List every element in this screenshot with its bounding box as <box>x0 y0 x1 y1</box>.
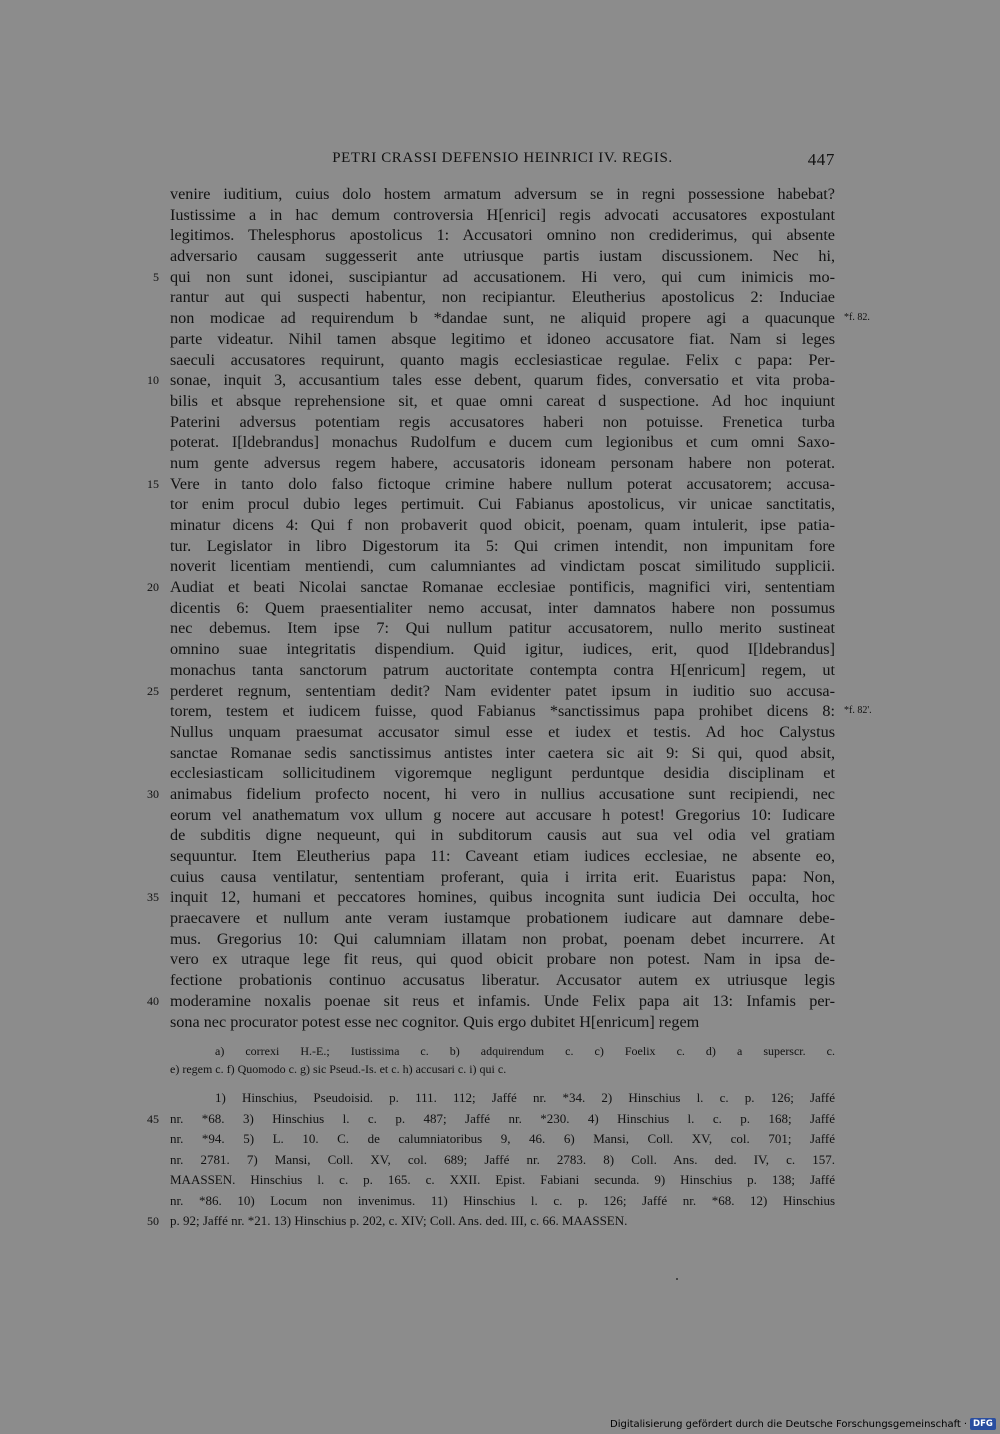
text-line <box>170 970 835 991</box>
line-number: 35 <box>147 890 159 905</box>
line-number: 50 <box>147 1214 159 1229</box>
footnote-line <box>170 1129 835 1150</box>
footnote-line <box>170 1170 835 1191</box>
line-text: vero ex utraque lege fit reus, qui quod obicit probare non potest. Nam in ipsa de- <box>170 950 835 969</box>
line-text: tor enim procul dubio leges pertimuit. Cui Fabianus apostolicus, vir unicae sanctitatis, <box>170 495 835 514</box>
apparatus-line: e) regem c. f) Quomodo c. g) sic Pseud.-Is. et c. h) accusari c. i) qui c. <box>170 1062 507 1077</box>
line-text: legitimos. Thelesphorus apostolicus 1: Accusatori omnino non crediderimus, qui absente <box>170 226 835 245</box>
text-line <box>170 1012 835 1033</box>
text-line <box>170 701 872 722</box>
line-text: Paterini adversus potentiam regis accusatores haberi non potuisse. Frenetica turba <box>170 412 835 431</box>
line-text: praecavere et nullum ante veram iustamque probationem iudicare aut damnare debe- <box>170 909 835 928</box>
line-text: num gente adversus regem habere, accusatoris idoneam personam habere non poterat. <box>170 453 835 472</box>
text-line <box>170 867 835 888</box>
dfg-logo: DFG <box>970 1418 996 1430</box>
text-line <box>170 308 870 329</box>
footnote-line <box>170 1150 835 1171</box>
text-line <box>147 577 835 598</box>
speck-mark <box>676 1278 678 1280</box>
text-line <box>147 887 835 908</box>
text-line <box>170 453 835 474</box>
line-text: tur. Legislator in libro Digestorum ita 5: Qui crimen intendit, non impunitam fore <box>170 536 835 555</box>
line-text: animabus fidelium profecto nocent, hi vero in nullius accusatione sunt recipiendi, nec <box>170 784 835 803</box>
text-line <box>170 205 835 226</box>
text-line <box>170 598 835 619</box>
text-line <box>170 494 835 515</box>
text-line <box>170 432 835 453</box>
main-text <box>147 184 872 1232</box>
line-text: Vere in tanto dolo falso fictoque crimine habere nullum poterat accusatorem; accusa- <box>170 474 835 493</box>
line-number: 5 <box>153 269 159 284</box>
text-line <box>170 556 835 577</box>
line-text: ecclesiasticam sollicitudinem vigoremque negligunt perduntque desidia disciplinam et <box>170 764 835 783</box>
text-line <box>147 681 835 702</box>
footnotes <box>147 1088 835 1232</box>
line-text: sanctae Romanae sedis sanctissimus antistes inter caetera sic ait 9: Si qui, quod absit, <box>170 743 835 762</box>
text-line <box>170 908 835 929</box>
line-text: poterat. I[ldebrandus] monachus Rudolfum e ducem cum legionibus et cum omni Saxo- <box>170 433 835 452</box>
line-text: omnino suae integritatis dispendium. Quid igitur, iudices, erit, quod I[ldebrandus] <box>170 640 835 659</box>
text-line <box>170 846 835 867</box>
text-line <box>170 805 835 826</box>
line-text: de subditis digne nequeunt, qui in subditorum causis aut sua vel odia vel gratiam <box>170 826 835 845</box>
line-text: rantur aut qui suspecti habentur, non recipiantur. Eleutherius apostolicus 2: Induciae <box>170 288 835 307</box>
main-lines <box>147 184 872 1032</box>
text-line <box>147 784 835 805</box>
line-number: 10 <box>147 373 159 388</box>
text-line <box>170 350 835 371</box>
line-number: 45 <box>147 1111 159 1126</box>
text-line <box>147 991 835 1012</box>
footnote-text: nr. *94. 5) L. 10. C. de calumniatoribus 9, 46. 6) Mansi, Coll. XV, col. 701; Jaffé <box>170 1131 835 1147</box>
apparatus-line: a) correxi H.-E.; Iustissima c. b) adquirendum c. c) Foelix c. d) a superscr. c. <box>215 1044 835 1059</box>
line-text: cuius causa ventilatur, sententiam proferant, quia i irrita erit. Euaristus papa: Non, <box>170 867 835 886</box>
text-line <box>170 743 835 764</box>
text-line <box>170 225 835 246</box>
text-line <box>147 370 835 391</box>
text-line <box>170 618 835 639</box>
line-text: inquit 12, humani et peccatores homines, quibus incognita sunt iudicia Dei occulta, hoc <box>170 888 835 907</box>
text-line <box>170 660 835 681</box>
footnote-line <box>170 1191 835 1212</box>
text-line <box>170 929 835 950</box>
line-text: torem, testem et iudicem fuisse, quod Fabianus *sanctissimus papa prohibet dicens 8: <box>170 702 835 721</box>
text-line <box>170 184 835 205</box>
line-number: 15 <box>147 476 159 491</box>
line-text: Audiat et beati Nicolai sanctae Romanae ecclesiae pontificis, magnifici viri, sententiam <box>170 578 835 597</box>
text-line <box>170 329 835 350</box>
line-text: mus. Gregorius 10: Qui calumniam illatam non probat, poenam debet incurrere. At <box>170 929 835 948</box>
folio-marker: *f. 82. <box>844 312 870 324</box>
credit-text: Digitalisierung gefördert durch die Deutsche Forschungsgemeinschaft <box>610 1418 961 1430</box>
text-line <box>170 763 835 784</box>
footnote-text: nr. *86. 10) Locum non invenimus. 11) Hinschius l. c. p. 126; Jaffé nr. *68. 12) Hinschius <box>170 1192 835 1208</box>
text-line <box>170 949 835 970</box>
line-text: Iustissime a in hac demum controversia H[enrici] regis advocati accusatores expostulant <box>170 205 835 224</box>
line-number: 40 <box>147 993 159 1008</box>
line-text: Nullus unquam praesumat accusator simul esse et iudex et testis. Ad hoc Calystus <box>170 722 835 741</box>
line-text: qui non sunt idonei, suscipiantur ad accusationem. Hi vero, qui cum inimicis mo- <box>170 267 835 286</box>
footnote-line <box>147 1211 835 1232</box>
running-header <box>170 150 835 174</box>
text-line <box>170 825 835 846</box>
text-line <box>170 287 835 308</box>
text-line <box>147 474 835 495</box>
text-line <box>170 246 835 267</box>
critical-apparatus <box>170 1042 835 1078</box>
footnote-line <box>170 1088 835 1109</box>
line-text: saeculi accusatores requirunt, quanto magis ecclesiasticae regulae. Felix c papa: Per- <box>170 350 835 369</box>
section-separator <box>170 1032 835 1042</box>
page-number: 447 <box>807 150 835 169</box>
text-line <box>170 391 835 412</box>
line-text: non modicae ad requirendum b *dandae sunt, ne aliquid propere agi a quacunque <box>170 309 835 328</box>
text-line <box>170 722 835 743</box>
line-text: bilis et absque reprehensione sit, et quae omni careat d suspectione. Ad hoc inquiunt <box>170 391 835 410</box>
footnote-line <box>147 1109 835 1130</box>
footnote-text: nr. *68. 3) Hinschius l. c. p. 487; Jaffé nr. *230. 4) Hinschius l. c. p. 168; Jaffé <box>170 1110 835 1126</box>
line-text: sonae, inquit 3, accusantium tales esse debent, quarum fides, conversatio et vita proba- <box>170 371 835 390</box>
line-text: eorum vel anathematum vox ullum g nocere aut accusare h potest! Gregorius 10: Iudicare <box>170 805 835 824</box>
line-text: perderet regnum, sententiam dedit? Nam evidenter patet ipsum in iuditio suo accusa- <box>170 681 835 700</box>
line-text: sona nec procurator potest esse nec cognitor. Quis ergo dubitet H[enricum] regem <box>170 1012 700 1031</box>
footnote-text: nr. 2781. 7) Mansi, Coll. XV, col. 689; Jaffé nr. 2783. 8) Coll. Ans. ded. IV, c. 157. <box>170 1151 835 1167</box>
line-number: 25 <box>147 683 159 698</box>
line-text: fectione probationis continuo accusatus liberatur. Accusator autem ex utriusque legis <box>170 971 835 990</box>
footnote-text: MAASSEN. Hinschius l. c. p. 165. c. XXII. Epist. Fabiani secunda. 9) Hinschius p. 138; Jaffé <box>170 1172 835 1188</box>
line-number: 20 <box>147 580 159 595</box>
footnote-text: p. 92; Jaffé nr. *21. 13) Hinschius p. 202, c. XIV; Coll. Ans. ded. III, c. 66. MAASSEN. <box>170 1213 628 1229</box>
folio-marker: *f. 82'. <box>844 705 872 717</box>
line-text: parte videatur. Nihil tamen absque legitimo et idoneo accusatore fiat. Nam si leges <box>170 329 835 348</box>
line-text: noverit licentiam mentiendi, cum calumniantes ad vindictam poscat similitudo supplicii. <box>170 557 835 576</box>
line-text: moderamine noxalis poenae sit reus et infamis. Unde Felix papa ait 13: Infamis per- <box>170 991 835 1010</box>
text-line <box>170 536 835 557</box>
text-line <box>153 267 835 288</box>
line-text: adversario causam suggesserit ante utriusque partis iustam discussionem. Nec hi, <box>170 247 835 266</box>
footnote-text: 1) Hinschius, Pseudoisid. p. 111. 112; Jaffé nr. *34. 2) Hinschius l. c. p. 126; Jaffé <box>215 1090 835 1106</box>
line-text: sequuntur. Item Eleutherius papa 11: Caveant etiam iudices ecclesiae, ne absente eo, <box>170 847 835 865</box>
digitization-credit: Digitalisierung gefördert durch die Deutsche Forschungsgemeinschaft · DFG <box>610 1418 996 1430</box>
line-text: minatur dicens 4: Qui f non probaverit quod obicit, poenam, quam intulerit, ipse patia- <box>170 516 835 534</box>
running-title: PETRI CRASSI DEFENSIO HEINRICI IV. REGIS. <box>332 150 673 166</box>
line-text: venire iuditium, cuius dolo hostem armatum adversum se in regni possessione habebat? <box>170 185 835 203</box>
line-text: nec debemus. Item ipse 7: Qui nullum patitur accusatorem, nullo merito sustineat <box>170 619 835 638</box>
text-line <box>170 412 835 433</box>
line-text: monachus tanta sanctorum patrum auctoritate contempta contra H[enricum] regem, ut <box>170 660 835 679</box>
line-text: dicentis 6: Quem praesentialiter nemo accusat, inter damnatos habere non possumus <box>170 598 835 617</box>
section-separator <box>170 1078 835 1088</box>
line-number: 30 <box>147 786 159 801</box>
text-line <box>170 515 835 536</box>
text-line <box>170 639 835 660</box>
